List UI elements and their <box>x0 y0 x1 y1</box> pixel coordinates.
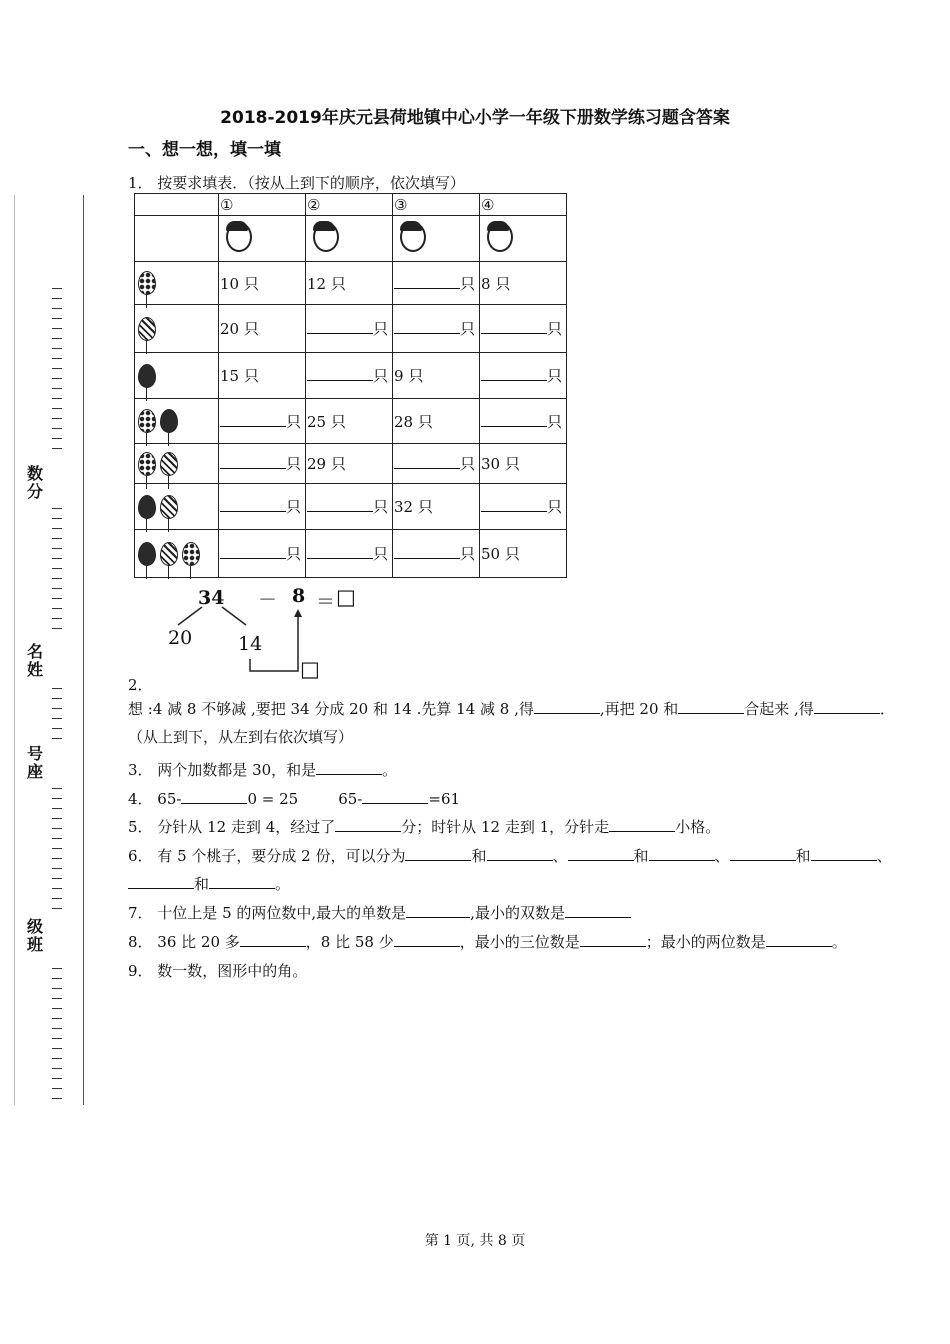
table-row <box>135 444 567 484</box>
answer-blank[interactable] <box>128 874 194 889</box>
balloon-icon <box>160 452 178 476</box>
table-header-row <box>135 194 567 216</box>
unit-label: 只 <box>408 367 424 385</box>
count-cell <box>480 262 567 305</box>
answer-blank[interactable] <box>487 846 553 861</box>
count-cell <box>480 530 567 578</box>
count-value: 25 <box>307 412 331 431</box>
binding-dash <box>52 448 62 449</box>
count-value: 50 <box>481 545 505 563</box>
count-cell[interactable] <box>393 305 480 353</box>
binding-dash <box>52 558 62 559</box>
binding-dash <box>52 428 62 429</box>
balloon-cell <box>135 444 219 484</box>
question-2-note: （从上到下，从左到右依次填写） <box>128 728 354 746</box>
balloon-icon <box>160 409 178 433</box>
unit-label: 只 <box>243 367 259 385</box>
answer-blank[interactable] <box>678 699 744 714</box>
answer-blank[interactable] <box>565 903 631 918</box>
answer-blank[interactable] <box>209 874 275 889</box>
count-value: 8 <box>481 274 496 293</box>
unit-label: 只 <box>373 545 389 563</box>
subtrahend: 8 <box>292 585 306 607</box>
count-cell[interactable] <box>480 484 567 530</box>
question-5: 5． 分针从 12 走到 4，经过了 分；时针从 12 走到 1，分针走 小格。 <box>128 818 721 836</box>
score-label: 数 分 <box>26 464 43 501</box>
unit-label: 只 <box>243 320 259 338</box>
child-face-cell <box>306 216 393 262</box>
answer-blank[interactable] <box>481 319 547 334</box>
answer-blank[interactable] <box>814 699 880 714</box>
balloon-icon <box>138 364 156 388</box>
binding-dash <box>52 998 62 999</box>
question-4: 4． 65- 0 = 25 65- =61 <box>128 790 461 808</box>
child-face-icon <box>313 222 339 252</box>
balloon-cell <box>135 399 219 444</box>
binding-dash <box>52 418 62 419</box>
answer-blank[interactable] <box>220 412 286 427</box>
answer-blank[interactable] <box>481 412 547 427</box>
question-3: 3． 两个加数都是 30，和是 。 <box>128 761 398 779</box>
balloon-icon <box>138 271 156 295</box>
binding-dash <box>52 978 62 979</box>
unit-label: 只 <box>286 545 302 563</box>
count-cell[interactable] <box>393 262 480 305</box>
balloon-cell <box>135 305 219 353</box>
unit-label: 只 <box>243 274 259 293</box>
answer-blank[interactable] <box>335 817 401 832</box>
page-footer: 第 1 页, 共 8 页 <box>424 1233 526 1249</box>
binding-dash <box>52 718 62 719</box>
margin-outer-line <box>14 195 15 1105</box>
binding-line <box>83 195 84 1105</box>
class-label: 级 班 <box>26 917 43 954</box>
column-header: ① <box>219 194 306 216</box>
answer-blank[interactable] <box>181 789 247 804</box>
count-cell[interactable] <box>219 530 306 578</box>
answer-blank[interactable] <box>394 544 460 559</box>
binding-dash <box>52 898 62 899</box>
answer-blank[interactable] <box>394 274 460 289</box>
unit-label: 只 <box>460 545 476 563</box>
binding-dash <box>52 738 62 739</box>
balloon-icon <box>138 409 156 433</box>
count-cell <box>393 484 480 530</box>
question-7: 7． 十位上是 5 的两位数中,最大的单数是 ,最小的双数是 <box>128 902 631 923</box>
table-row <box>135 484 567 530</box>
count-cell <box>393 353 480 399</box>
column-header: ④ <box>480 194 567 216</box>
binding-dash <box>52 1098 62 1099</box>
count-cell[interactable] <box>480 353 567 399</box>
minus-sign: － <box>258 589 278 611</box>
binding-dash <box>52 548 62 549</box>
binding-dash <box>52 608 62 609</box>
unit-label: 只 <box>330 455 346 473</box>
count-cell <box>306 262 393 305</box>
unit-label: 只 <box>286 455 302 473</box>
unit-label: 只 <box>547 320 563 338</box>
equals-sign: ＝ <box>316 591 336 613</box>
unit-label: 只 <box>547 412 563 431</box>
count-value: 12 <box>307 274 331 293</box>
answer-blank[interactable] <box>609 817 675 832</box>
binding-dash <box>52 828 62 829</box>
count-cell[interactable] <box>393 444 480 484</box>
step-answer-box[interactable]: □ <box>300 657 320 681</box>
count-value: 30 <box>481 455 505 473</box>
balloon-icon <box>138 452 156 476</box>
count-cell[interactable] <box>306 305 393 353</box>
binding-dash <box>52 518 62 519</box>
answer-blank[interactable] <box>362 789 428 804</box>
child-face-cell <box>219 216 306 262</box>
answer-blank[interactable] <box>307 497 373 512</box>
answer-blank[interactable] <box>220 544 286 559</box>
binding-dash <box>52 318 62 319</box>
child-face-icon <box>226 222 252 252</box>
name-label: 名 姓 <box>26 642 43 679</box>
answer-blank[interactable] <box>307 319 373 334</box>
balloon-icon <box>138 495 156 519</box>
count-cell <box>480 444 567 484</box>
binding-dash <box>52 438 62 439</box>
binding-dash <box>52 868 62 869</box>
binding-dash <box>52 618 62 619</box>
table-row <box>135 305 567 353</box>
answer-blank[interactable] <box>394 454 460 469</box>
answer-blank[interactable] <box>481 497 547 512</box>
unit-label: 只 <box>460 274 476 293</box>
binding-dash <box>52 858 62 859</box>
page-title: 2018-2019年庆元县荷地镇中心小学一年级下册数学练习题含答案 <box>220 108 730 128</box>
count-value: 9 <box>394 367 409 385</box>
count-cell <box>219 305 306 353</box>
unit-label: 只 <box>373 367 389 385</box>
count-cell[interactable] <box>393 530 480 578</box>
unit-label: 只 <box>373 498 389 516</box>
unit-label: 只 <box>286 412 302 431</box>
binding-dash <box>52 1068 62 1069</box>
child-face-icon <box>487 222 513 252</box>
split-part-2: 14 <box>238 633 263 655</box>
count-cell <box>219 353 306 399</box>
answer-blank[interactable] <box>568 846 634 861</box>
balloon-icon <box>138 542 156 566</box>
balloon-icon <box>160 542 178 566</box>
table-row <box>135 399 567 444</box>
count-cell <box>306 444 393 484</box>
answer-blank[interactable] <box>220 497 286 512</box>
binding-dash <box>52 508 62 509</box>
answer-box[interactable]: □ <box>336 585 356 609</box>
binding-dash <box>52 538 62 539</box>
question-6-cont: 和 。 <box>128 873 290 894</box>
unit-label: 只 <box>460 455 476 473</box>
binding-dash <box>52 588 62 589</box>
answer-blank[interactable] <box>406 903 470 918</box>
answer-blank[interactable] <box>766 932 832 947</box>
unit-label: 只 <box>417 412 433 431</box>
binding-dash <box>52 708 62 709</box>
split-part-1: 20 <box>168 627 193 649</box>
binding-dash <box>52 818 62 819</box>
table-row <box>135 353 567 399</box>
count-value: 20 <box>220 320 244 338</box>
question-9: 9． 数一数，图形中的角。 <box>128 962 308 980</box>
binding-dash <box>52 1048 62 1049</box>
count-cell[interactable] <box>219 484 306 530</box>
unit-label: 只 <box>330 274 346 293</box>
answer-blank[interactable] <box>316 760 382 775</box>
unit-label: 只 <box>547 498 563 516</box>
question-6: 6． 有 5 个桃子，要分成 2 份，可以分为 和 、 和 、 和 、 <box>128 847 892 865</box>
binding-dash <box>52 848 62 849</box>
count-cell[interactable] <box>480 399 567 444</box>
minuend: 34 <box>198 587 225 609</box>
unit-label: 只 <box>504 545 520 563</box>
child-face-cell <box>393 216 480 262</box>
column-header: ③ <box>393 194 480 216</box>
section-heading: 一、想一想，填一填 <box>128 140 281 160</box>
count-cell[interactable] <box>480 305 567 353</box>
binding-dash <box>52 328 62 329</box>
answer-blank[interactable] <box>307 366 373 381</box>
answer-blank[interactable] <box>240 932 306 947</box>
count-value: 32 <box>394 498 418 516</box>
table-label-cell <box>135 216 219 262</box>
unit-label: 只 <box>547 367 563 385</box>
binding-dash <box>52 348 62 349</box>
count-value: 10 <box>220 274 244 293</box>
binding-dash <box>52 388 62 389</box>
answer-blank[interactable] <box>649 846 715 861</box>
unit-label: 只 <box>460 320 476 338</box>
count-value: 15 <box>220 367 244 385</box>
count-value: 28 <box>394 412 418 431</box>
binding-dash <box>52 1078 62 1079</box>
answer-blank[interactable] <box>580 932 646 947</box>
table-row <box>135 530 567 578</box>
binding-dash <box>52 298 62 299</box>
question-2-number: 2． <box>128 676 153 694</box>
binding-dash <box>52 1028 62 1029</box>
unit-label: 只 <box>330 412 346 431</box>
binding-dash <box>52 568 62 569</box>
count-cell[interactable] <box>306 530 393 578</box>
binding-dash <box>52 728 62 729</box>
answer-blank[interactable] <box>730 846 796 861</box>
binding-dash <box>52 378 62 379</box>
binding-dash <box>52 988 62 989</box>
binding-dash <box>52 688 62 689</box>
count-value: 29 <box>307 455 331 473</box>
binding-dash <box>52 528 62 529</box>
binding-dash <box>52 908 62 909</box>
binding-dash <box>52 288 62 289</box>
balloon-icon <box>160 495 178 519</box>
binding-dash <box>52 368 62 369</box>
balloon-cell <box>135 530 219 578</box>
binding-dash <box>52 578 62 579</box>
binding-dash <box>52 1058 62 1059</box>
unit-label: 只 <box>504 455 520 473</box>
balloon-cell <box>135 353 219 399</box>
binding-dash <box>52 1088 62 1089</box>
binding-dash <box>52 798 62 799</box>
unit-label: 只 <box>286 498 302 516</box>
count-cell[interactable] <box>306 353 393 399</box>
balloon-icon <box>138 317 156 341</box>
fill-table <box>134 193 567 578</box>
binding-dash <box>52 1008 62 1009</box>
seat-label: 号 座 <box>26 744 43 781</box>
count-cell[interactable] <box>306 484 393 530</box>
binding-dash <box>52 338 62 339</box>
table-row <box>135 262 567 305</box>
answer-blank[interactable] <box>534 699 600 714</box>
subtraction-diagram <box>160 585 380 685</box>
question-2: 想 :4 减 8 不够减 ,要把 34 分成 20 和 14 .先算 14 减 8 ,得 ,再把 20 和 合起来 ,得 ． <box>128 700 895 718</box>
binding-dash <box>52 408 62 409</box>
binding-dash <box>52 598 62 599</box>
answer-blank[interactable] <box>307 544 373 559</box>
binding-dash <box>52 888 62 889</box>
answer-blank[interactable] <box>481 366 547 381</box>
column-header: ② <box>306 194 393 216</box>
binding-dash <box>52 308 62 309</box>
binding-dash <box>52 358 62 359</box>
binding-dash <box>52 698 62 699</box>
binding-dash <box>52 788 62 789</box>
unit-label: 只 <box>495 274 511 293</box>
count-cell <box>306 399 393 444</box>
count-cell[interactable] <box>219 399 306 444</box>
balloon-cell <box>135 484 219 530</box>
count-cell[interactable] <box>219 444 306 484</box>
unit-label: 只 <box>373 320 389 338</box>
count-cell <box>393 399 480 444</box>
answer-blank[interactable] <box>394 319 460 334</box>
binding-dash <box>52 808 62 809</box>
binding-dash <box>52 628 62 629</box>
answer-blank[interactable] <box>811 846 877 861</box>
balloon-cell <box>135 262 219 305</box>
binding-dash <box>52 398 62 399</box>
question-8: 8． 36 比 20 多 ，8 比 58 少 ，最小的三位数是 ；最小的两位数是 。 <box>128 933 847 951</box>
answer-blank[interactable] <box>405 846 471 861</box>
question-1: 1． 按要求填表．（按从上到下的顺序，依次填写） <box>128 174 465 192</box>
answer-blank[interactable] <box>220 454 286 469</box>
binding-dash <box>52 1038 62 1039</box>
table-corner-cell <box>135 194 219 216</box>
table-face-row <box>135 216 567 262</box>
binding-dash <box>52 838 62 839</box>
child-face-cell <box>480 216 567 262</box>
binding-dash <box>52 878 62 879</box>
balloon-icon <box>182 542 200 566</box>
child-face-icon <box>400 222 426 252</box>
count-cell <box>219 262 306 305</box>
unit-label: 只 <box>417 498 433 516</box>
binding-dash <box>52 1018 62 1019</box>
answer-blank[interactable] <box>394 932 460 947</box>
binding-dash <box>52 968 62 969</box>
